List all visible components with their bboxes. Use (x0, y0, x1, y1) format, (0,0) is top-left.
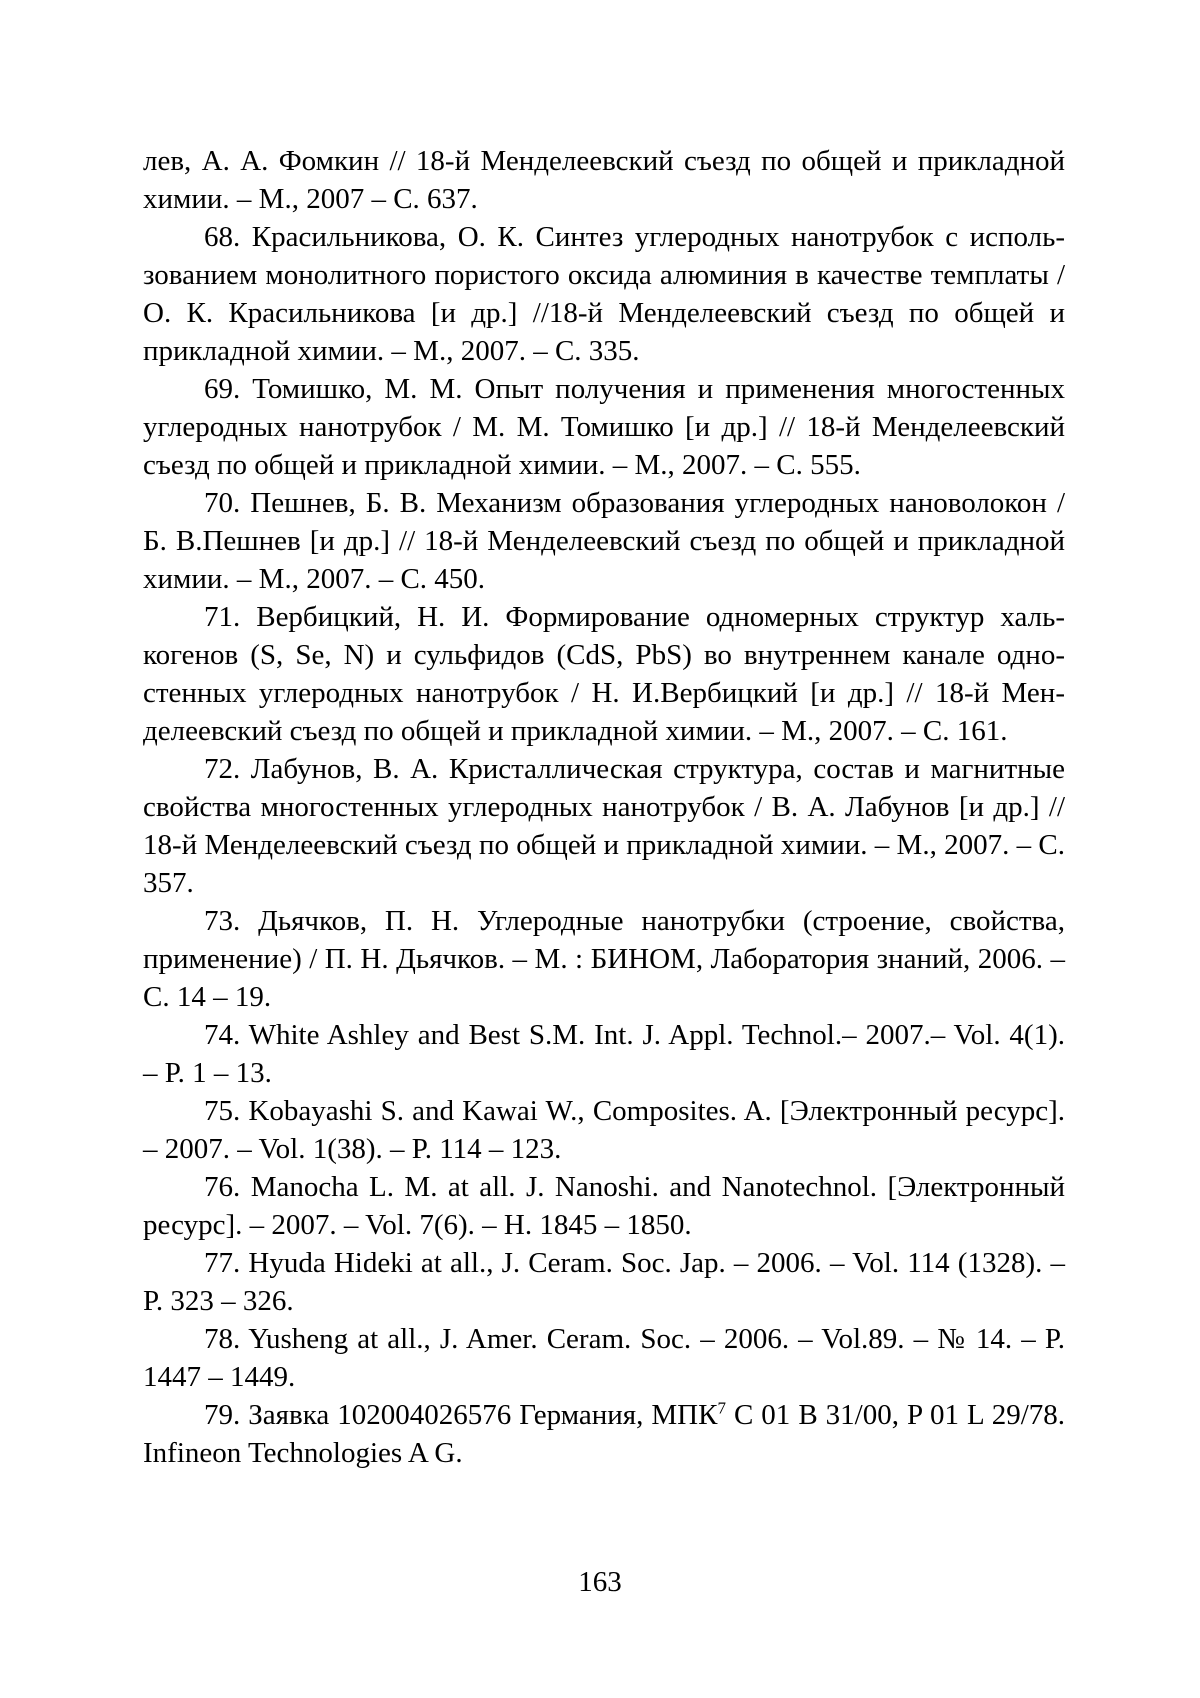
reference-79 (143, 1396, 1065, 1472)
reference-continuation: лев, А. А. Фомкин // 18-й Менделеевский съезд по общей и прикладной химии. – М., 2007 – С. 637. (143, 145, 1065, 215)
page-number: 163 (578, 1566, 622, 1598)
reference-70: 70. Пешнев, Б. В. Механизм образования углеродных нановолокон / Б. В.Пешнев [и др.] // 18-й Менделеевский съезд по общей и прикладной химии. – М., 2007. – С. 450. (143, 487, 1065, 595)
reference-72: 72. Лабунов, В. А. Кристаллическая структура, состав и магнитные свойства многостенных углеродных нанотрубок / В. А. Лабунов [и др.] // 18-й Менделеевский съезд по общей и прикладной химии. – М., 2007. – С. 357. (143, 753, 1065, 899)
reference-68: 68. Красильникова, О. К. Синтез углеродных нанотрубок с использованием монолитного пористого оксида алюминия в качестве темплаты / О. К. Красильникова [и др.] //18-й Менделеевский съезд по общей и прикладной химии. – М., 2007. – С. 335. (143, 221, 1065, 367)
reference-69: 69. Томишко, М. М. Опыт получения и применения многостенных углеродных нанотрубок / М. М. Томишко [и др.] // 18-й Менделеевский съезд по общей и прикладной химии. – М., 2007. – С. 555. (143, 373, 1065, 481)
reference-77: 77. Hyuda Hideki at all., J. Ceram. Soc. Jap. – 2006. – Vol. 114 (1328). – P. 323 – 326. (143, 1247, 1065, 1317)
reference-74: 74. White Ashley and Best S.M. Int. J. Appl. Technol.– 2007.– Vol. 4(1). – P. 1 – 13. (143, 1019, 1065, 1089)
reference-78: 78. Yusheng at all., J. Amer. Ceram. Soc. – 2006. – Vol.89. – № 14. – P. 1447 – 1449. (143, 1323, 1065, 1393)
reference-71: 71. Вербицкий, Н. И. Формирование одномерных структур халькогенов (S, Se, N) и сульфидов (CdS, PbS) во внутреннем канале одностенных углеродных нанотрубок / Н. И.Вербицкий [и др.] // 18-й Менделеевский съезд по общей и прикладной химии. – М., 2007. – С. 161. (143, 601, 1065, 747)
reference-79-before: 79. Заявка 102004026576 Германия, МПК (204, 1399, 718, 1431)
reference-75: 75. Kobayashi S. and Kawai W., Composites. A. [Электронный ресурс]. – 2007. – Vol. 1(38). – P. 114 – 123. (143, 1095, 1065, 1165)
reference-list (143, 142, 1065, 1472)
reference-79-superscript: 7 (717, 1398, 726, 1418)
reference-73: 73. Дьячков, П. Н. Углеродные нанотрубки (строение, свойства, применение) / П. Н. Дьячков. – М. : БИНОМ, Лаборатория знаний, 2006. – С. 14 – 19. (143, 905, 1065, 1013)
reference-76: 76. Manocha L. M. at all. J. Nanoshi. and Nanotechnol. [Электронный ресурс]. – 2007. – Vol. 7(6). – H. 1845 – 1850. (143, 1171, 1065, 1241)
reference-79-after: C 01 B 31/00, P 01 L 29/78. Infineon Technologies A G. (143, 1399, 1065, 1469)
